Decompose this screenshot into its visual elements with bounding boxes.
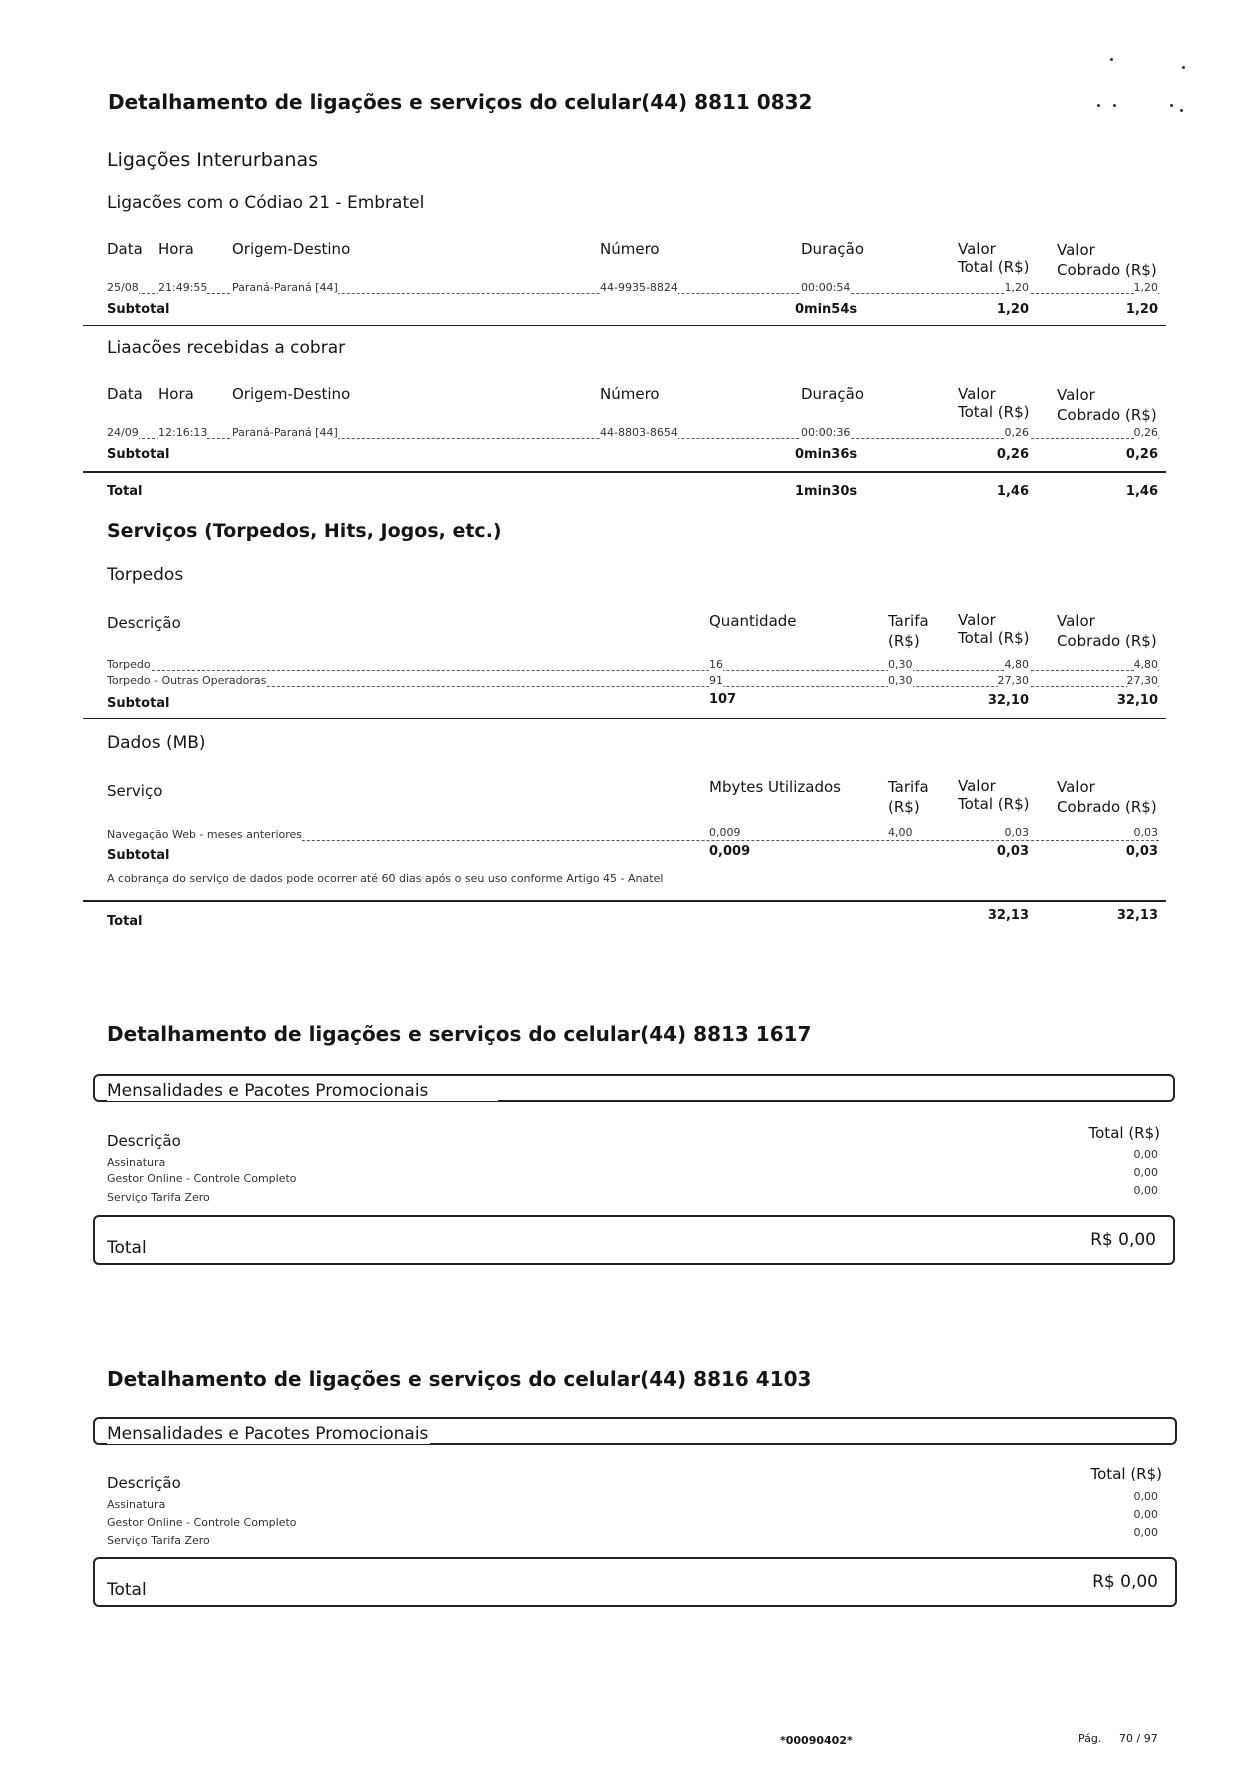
cell-valor-cobrado: 0,03	[1133, 826, 1158, 839]
heading-torpedos: Torpedos	[107, 565, 184, 585]
subtotal-label: Subtotal	[107, 447, 170, 462]
scan-speck	[1110, 58, 1113, 61]
subtotal-valor-cobrado: 1,20	[1125, 302, 1158, 317]
total-valor-total: 32,13	[987, 908, 1029, 923]
col-numero: Número	[600, 240, 660, 258]
col-total: Total (R$)	[1090, 1465, 1162, 1483]
col-valor-total: Valor Total (R$)	[958, 385, 1030, 421]
item-label: Assinatura	[107, 1156, 166, 1169]
cell-tarifa: 0,30	[888, 674, 913, 687]
col-descricao: Descrição	[107, 614, 181, 632]
scan-speck	[1180, 109, 1183, 112]
row-leader	[107, 670, 1159, 671]
cell-mbytes: 0,009	[709, 826, 741, 839]
scan-speck	[1097, 104, 1100, 107]
heading-interurbanas: Ligações Interurbanas	[107, 149, 319, 171]
cell-valor-total: 0,26	[1004, 426, 1029, 439]
col-data: Data	[107, 385, 143, 403]
cell-valor-total: 0,03	[1004, 826, 1029, 839]
col-valor-cobrado: Valor Cobrado (R$)	[1057, 241, 1157, 279]
section-title-8813-1617: Detalhamento de ligações e serviços do celular(44) 8813 1617	[107, 1022, 812, 1046]
cell-origem: Paraná-Paraná [44]	[232, 426, 338, 439]
total-label: Total	[107, 1238, 147, 1258]
page-label: Pág.	[1078, 1732, 1102, 1745]
subtotal-label: Subtotal	[107, 848, 170, 863]
cell-valor-total: 4,80	[1004, 658, 1029, 671]
dados-note: A cobrança do serviço de dados pode ocorrer até 60 dias após o seu uso conforme Artigo 45 - Anatel	[107, 872, 664, 885]
title-mask	[108, 1100, 498, 1101]
item-label: Serviço Tarifa Zero	[107, 1191, 210, 1204]
total-box	[93, 1215, 1175, 1265]
total-valor-cobrado: 32,13	[1116, 908, 1158, 923]
total-value: R$ 0,00	[1090, 1230, 1156, 1250]
subtotal-label: Subtotal	[107, 696, 170, 711]
cell-descricao: Torpedo - Outras Operadoras	[107, 674, 267, 687]
cell-numero: 44-8803-8654	[600, 426, 678, 439]
cell-quantidade: 91	[709, 674, 723, 687]
cell-duracao: 00:00:54	[801, 281, 851, 294]
col-valor-total: Valor Total (R$)	[958, 777, 1030, 813]
item-value: 0,00	[1133, 1148, 1158, 1161]
cell-duracao: 00:00:36	[801, 426, 851, 439]
total-valor-total: 1,46	[996, 484, 1029, 499]
col-valor-cobrado: Valor Cobrado (R$)	[1057, 386, 1157, 424]
subtotal-mbytes: 0,009	[709, 844, 751, 859]
col-mbytes: Mbytes Utilizados	[709, 778, 841, 796]
cell-numero: 44-9935-8824	[600, 281, 678, 294]
col-valor-total: Valor Total (R$)	[958, 611, 1030, 647]
total-duracao: 1min30s	[795, 484, 858, 499]
col-descricao: Descrição	[107, 1132, 181, 1150]
cell-quantidade: 16	[709, 658, 723, 671]
cell-valor-total: 1,20	[1004, 281, 1029, 294]
subtotal-valor-cobrado: 32,10	[1116, 693, 1158, 708]
subtotal-duracao: 0min54s	[795, 302, 858, 317]
cell-data: 24/09	[107, 426, 139, 439]
col-total: Total (R$)	[1088, 1124, 1160, 1142]
total-value: R$ 0,00	[1092, 1572, 1158, 1592]
item-value: 0,00	[1133, 1526, 1158, 1539]
scan-speck	[1170, 104, 1173, 107]
cell-hora: 21:49:55	[158, 281, 208, 294]
section-title-8816-4103: Detalhamento de ligações e serviços do celular(44) 8816 4103	[107, 1367, 812, 1391]
document-code: *00090402*	[780, 1734, 853, 1747]
divider	[83, 325, 1166, 326]
subtotal-valor-total: 0,03	[996, 844, 1029, 859]
item-label: Assinatura	[107, 1498, 166, 1511]
col-data: Data	[107, 240, 143, 258]
subtotal-label: Subtotal	[107, 302, 170, 317]
col-tarifa: Tarifa (R$)	[888, 612, 929, 650]
cell-valor-cobrado: 4,80	[1133, 658, 1158, 671]
cell-descricao: Torpedo	[107, 658, 151, 671]
heading-dados: Dados (MB)	[107, 733, 206, 753]
cell-servico: Navegação Web - meses anteriores	[107, 828, 303, 841]
col-descricao: Descrição	[107, 1474, 181, 1492]
item-label: Gestor Online - Controle Completo	[107, 1172, 297, 1185]
total-valor-cobrado: 1,46	[1125, 484, 1158, 499]
col-servico: Serviço	[107, 782, 163, 800]
cell-tarifa: 4,00	[888, 826, 913, 839]
col-quantidade: Quantidade	[709, 612, 797, 630]
subtotal-valor-cobrado: 0,26	[1125, 447, 1158, 462]
cell-valor-cobrado: 1,20	[1133, 281, 1158, 294]
item-label: Gestor Online - Controle Completo	[107, 1516, 297, 1529]
page-number: 70 / 97	[1119, 1732, 1158, 1745]
heading-embratel: Ligacões com o Códiao 21 - Embratel	[107, 193, 425, 213]
total-label: Total	[107, 1580, 147, 1600]
col-origem-destino: Origem-Destino	[232, 240, 351, 258]
subtotal-valor-total: 0,26	[996, 447, 1029, 462]
col-origem-destino: Origem-Destino	[232, 385, 351, 403]
subtotal-duracao: 0min36s	[795, 447, 858, 462]
item-value: 0,00	[1133, 1166, 1158, 1179]
col-tarifa: Tarifa (R$)	[888, 778, 929, 816]
heading-a-cobrar: Liaacões recebidas a cobrar	[107, 338, 346, 358]
cell-valor-total: 27,30	[997, 674, 1029, 687]
col-valor-cobrado: Valor Cobrado (R$)	[1057, 778, 1157, 816]
col-duracao: Duração	[801, 240, 865, 258]
cell-data: 25/08	[107, 281, 139, 294]
item-value: 0,00	[1133, 1508, 1158, 1521]
item-value: 0,00	[1133, 1184, 1158, 1197]
col-hora: Hora	[158, 385, 194, 403]
divider	[83, 900, 1166, 902]
heading-servicos: Serviços (Torpedos, Hits, Jogos, etc.)	[107, 520, 502, 542]
col-valor-cobrado: Valor Cobrado (R$)	[1057, 612, 1157, 650]
mensalidades-title: Mensalidades e Pacotes Promocionais	[107, 1424, 429, 1444]
divider	[83, 471, 1166, 473]
col-numero: Número	[600, 385, 660, 403]
cell-valor-cobrado: 0,26	[1133, 426, 1158, 439]
divider	[83, 718, 1166, 719]
col-valor-total: Valor Total (R$)	[958, 240, 1030, 276]
subtotal-quantidade: 107	[709, 692, 737, 707]
subtotal-valor-total: 32,10	[987, 693, 1029, 708]
subtotal-valor-cobrado: 0,03	[1125, 844, 1158, 859]
item-label: Serviço Tarifa Zero	[107, 1534, 210, 1547]
total-label: Total	[107, 484, 143, 499]
col-hora: Hora	[158, 240, 194, 258]
item-value: 0,00	[1133, 1490, 1158, 1503]
cell-tarifa: 0,30	[888, 658, 913, 671]
cell-hora: 12:16:13	[158, 426, 208, 439]
scan-speck	[1182, 66, 1185, 69]
subtotal-valor-total: 1,20	[996, 302, 1029, 317]
cell-valor-cobrado: 27,30	[1126, 674, 1158, 687]
total-label: Total	[107, 914, 143, 929]
scan-speck	[1113, 104, 1116, 107]
cell-origem: Paraná-Paraná [44]	[232, 281, 338, 294]
col-duracao: Duração	[801, 385, 865, 403]
section-title-8811-0832: Detalhamento de ligações e serviços do celular(44) 8811 0832	[108, 90, 813, 114]
mensalidades-title: Mensalidades e Pacotes Promocionais	[107, 1081, 429, 1101]
total-box	[93, 1557, 1177, 1607]
